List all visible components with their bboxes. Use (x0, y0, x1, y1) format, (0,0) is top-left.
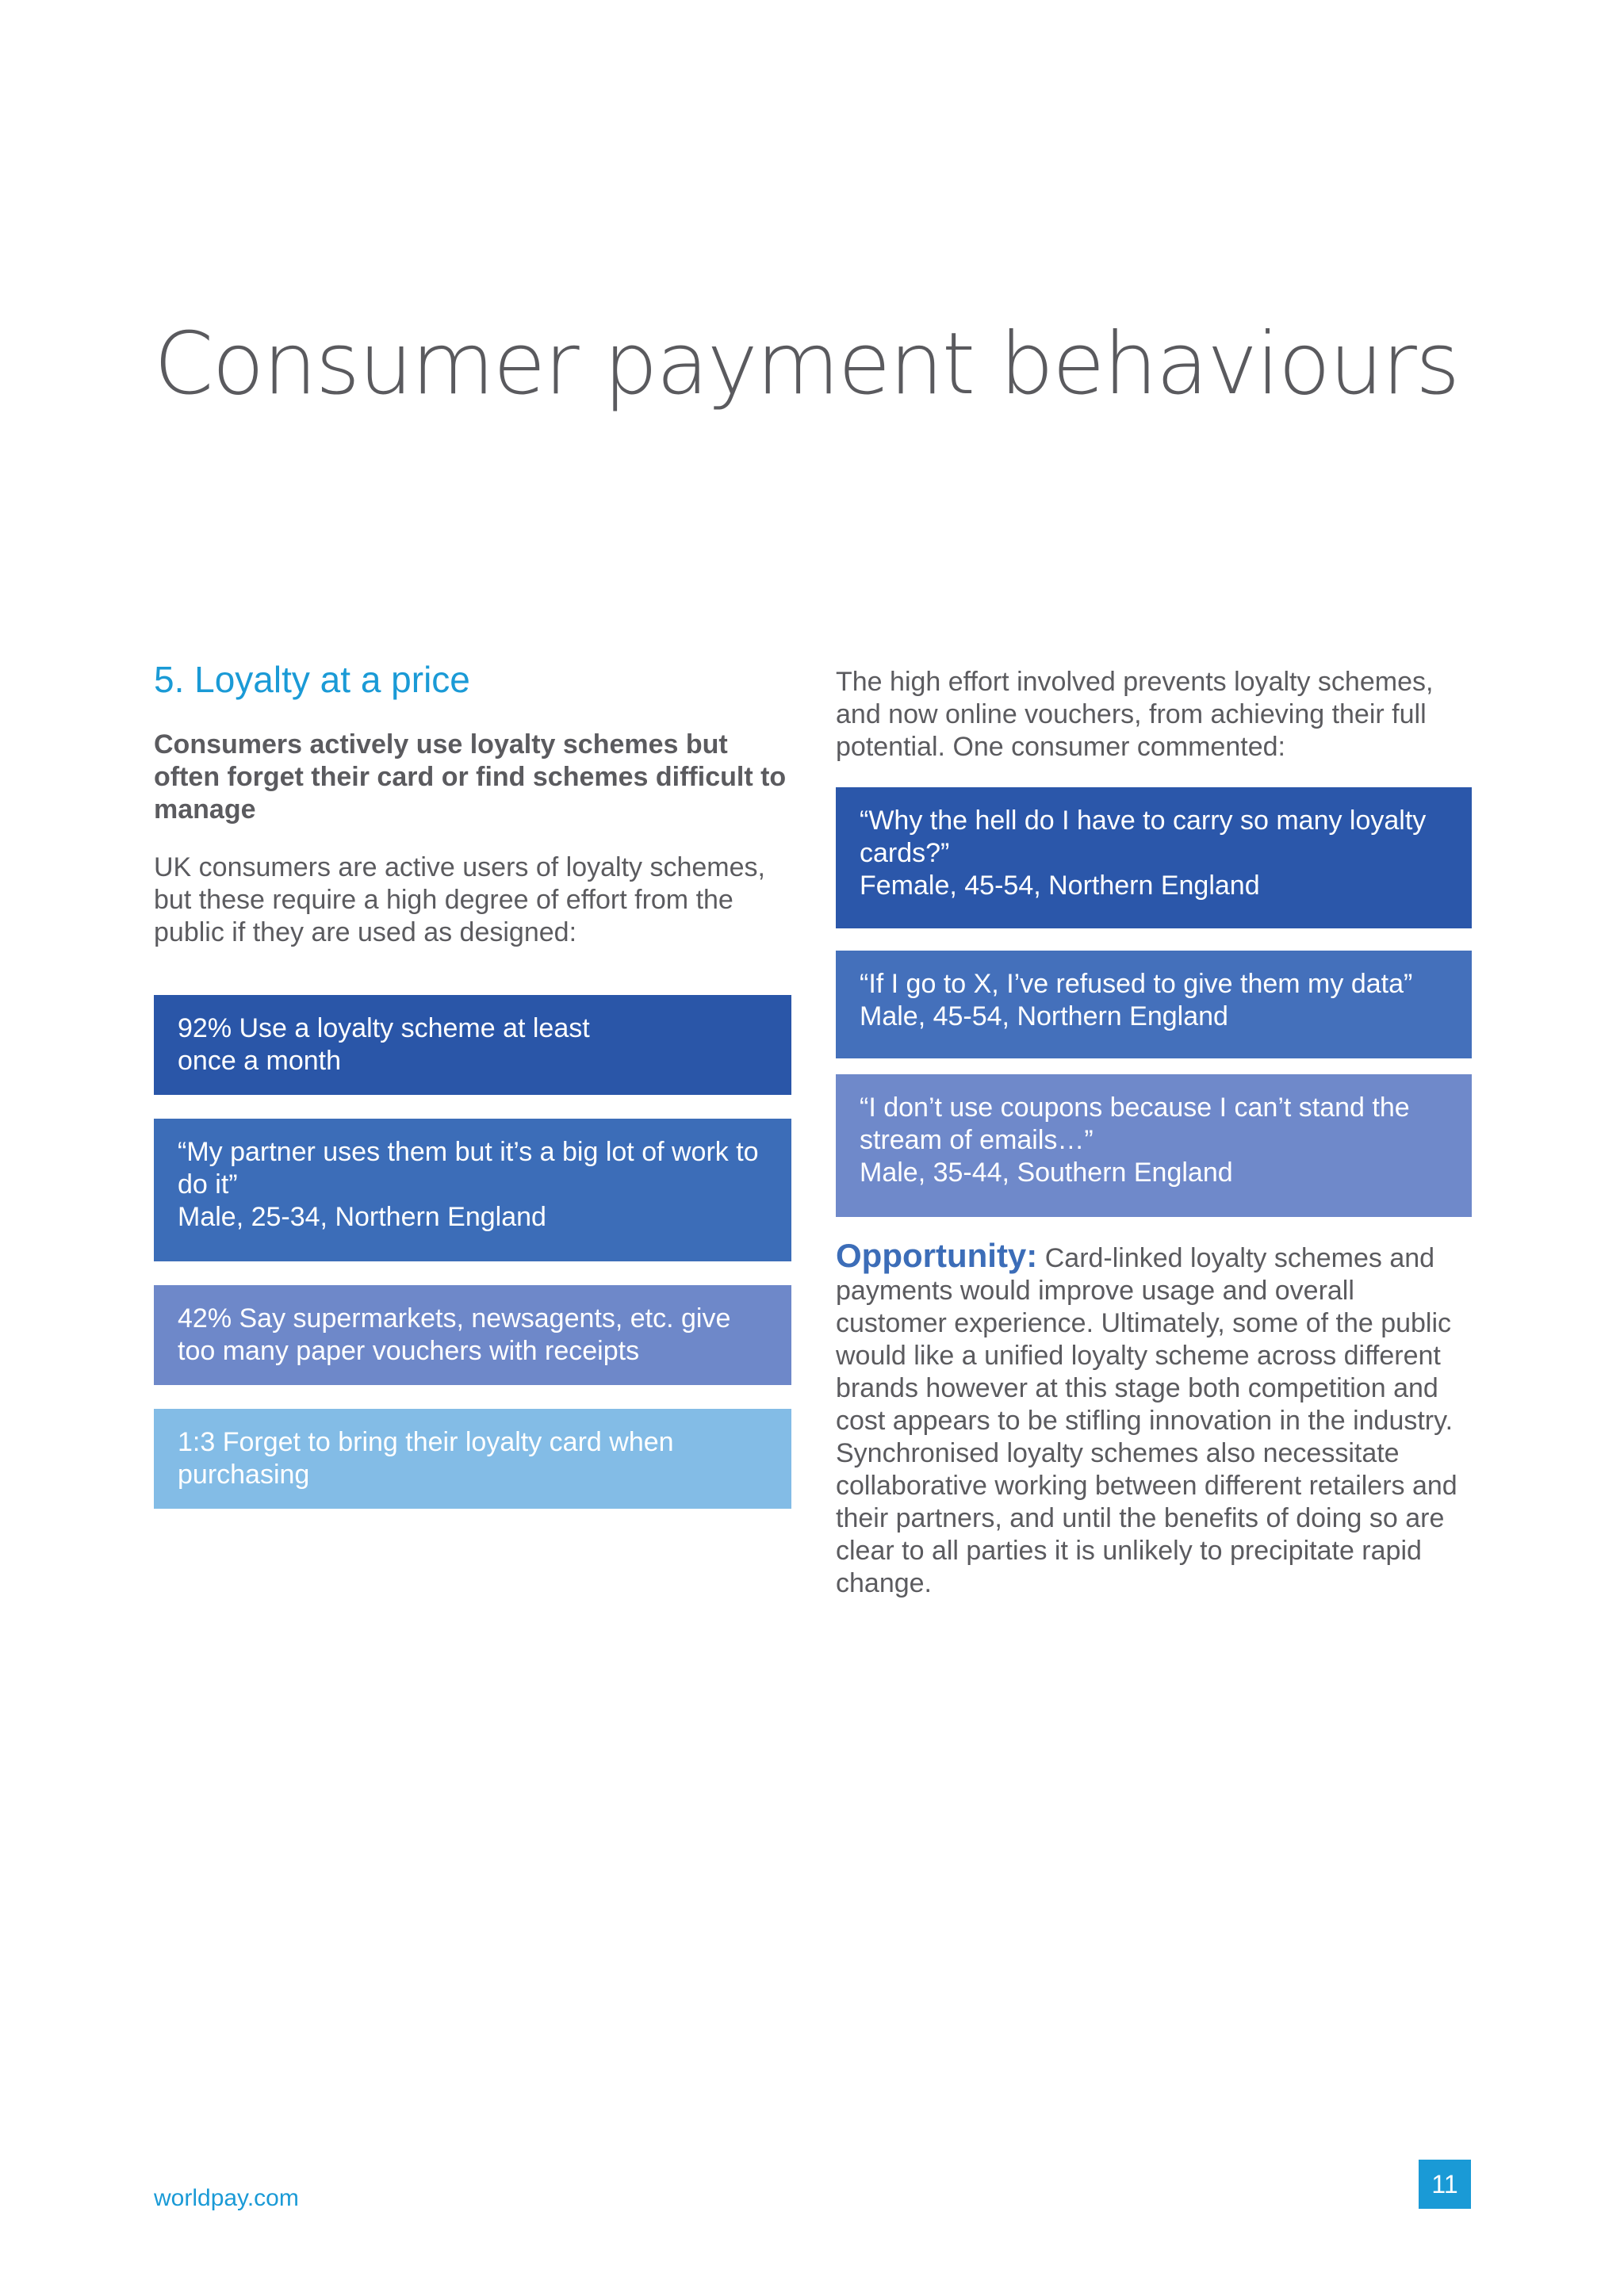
stat-box-forget-card (154, 1409, 791, 1509)
stat-box-line: 42% Say supermarkets, newsagents, etc. give too many paper vouchers with receipts (178, 1303, 731, 1367)
section-heading: 5. Loyalty at a price (154, 659, 470, 700)
page-title: Consumer payment behaviours (154, 315, 1459, 414)
quote-text: “I don’t use coupons because I can’t stand the stream of emails…” (860, 1093, 1410, 1155)
quote-box-coupons-emails (836, 1074, 1472, 1217)
opportunity-text: Card-linked loyalty schemes and payments would improve usage and overall customer experience. Ultimately, some of the public would like a unified loyalty scheme across different brands however at this stage both competition and cost appears to be stifling innovation in the industry. Synchronised loyalty schemes also necessitate collaborative working between different retailers and their partners, and until the benefits of doing so are clear to all parties it is unlikely to precipitate rapid change. (836, 1243, 1457, 1598)
stat-box-line: 1:3 Forget to bring their loyalty card when purchasing (178, 1427, 674, 1490)
right-column (836, 666, 1472, 1600)
stat-box-line: once a month (178, 1046, 342, 1077)
page-number: 11 (1419, 2160, 1471, 2209)
right-intro-paragraph: The high effort involved prevents loyalty schemes, and now online vouchers, from achieving their full potential. One consumer commented: (836, 667, 1434, 762)
quote-text: “If I go to X, I’ve refused to give them my data” (860, 969, 1413, 999)
left-column (154, 658, 791, 1509)
stat-box-line: 92% Use a loyalty scheme at least (178, 1013, 590, 1044)
section-subheading: Consumers actively use loyalty schemes but often forget their card or find schemes difficult to manage (154, 729, 787, 825)
footer-website-link[interactable]: worldpay.com (154, 2185, 299, 2211)
quote-text: “My partner uses them but it’s a big lot of work to do it” (178, 1137, 759, 1200)
quote-attribution: Male, 25-34, Northern England (178, 1202, 546, 1233)
quote-attribution: Female, 45-54, Northern England (860, 871, 1260, 901)
stat-box-paper-vouchers (154, 1285, 791, 1385)
quote-box-refused-data (836, 951, 1472, 1058)
quote-box-partner (154, 1119, 791, 1261)
intro-paragraph: UK consumers are active users of loyalty schemes, but these require a high degree of effort from the public if they are used as designed: (154, 852, 765, 948)
quote-attribution: Male, 35-44, Southern England (860, 1158, 1233, 1188)
quote-text: “Why the hell do I have to carry so many loyalty cards?” (860, 806, 1427, 868)
quote-box-carry-cards (836, 787, 1472, 928)
opportunity-label: Opportunity: (836, 1237, 1038, 1274)
stat-box-scheme-usage (154, 995, 791, 1095)
opportunity-paragraph (836, 1239, 1472, 1600)
quote-attribution: Male, 45-54, Northern England (860, 1001, 1228, 1031)
